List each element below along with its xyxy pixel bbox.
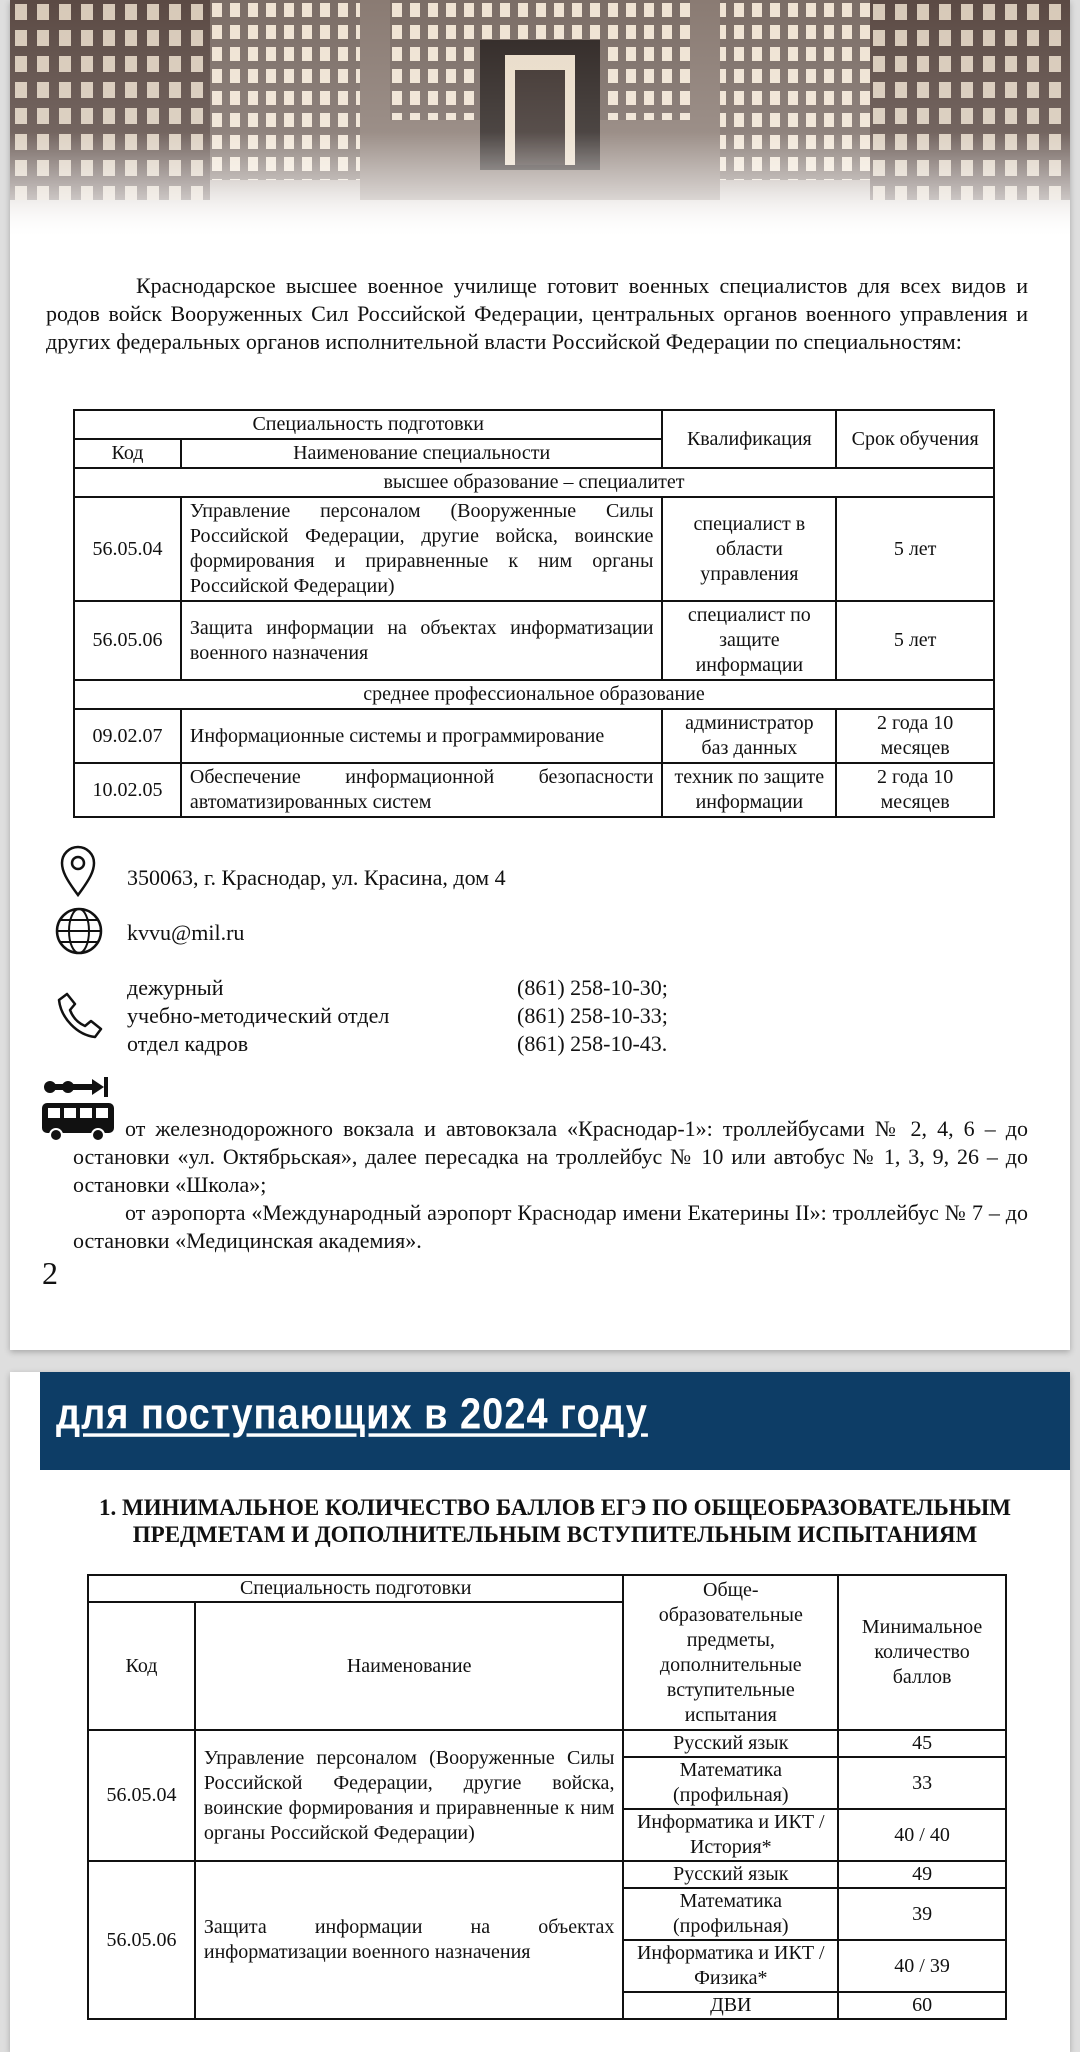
code-cell: 09.02.07: [74, 709, 181, 763]
address-text: 350063, г. Краснодар, ул. Красина, дом 4: [127, 865, 506, 890]
subject-cell: ДВИ: [623, 1992, 838, 2019]
phone-row: [127, 1030, 668, 1058]
score-cell: 49: [838, 1861, 1006, 1888]
section-higher-education: высшее образование – специалитет: [74, 468, 994, 497]
header-subjects: Обще-образовательные предметы, дополнительные вступительные испытания: [623, 1575, 838, 1730]
subject-cell: Математика (профильная): [623, 1888, 838, 1940]
term-cell: 2 года 10 месяцев: [836, 763, 994, 817]
name-cell: Обеспечение информационной безопасности автоматизированных систем: [181, 763, 663, 817]
phone-row: [127, 974, 668, 1002]
name-cell: Защита информации на объектах информатизации военного назначения: [195, 1861, 624, 2019]
phone-label: учебно-методический отдел: [127, 1003, 390, 1028]
qualification-cell: специалист по защите информации: [662, 601, 836, 680]
score-cell: 60: [838, 1992, 1006, 2019]
score-cell: 40 / 40: [838, 1809, 1006, 1861]
globe-icon: [54, 906, 104, 956]
subject-cell: Русский язык: [623, 1861, 838, 1888]
header-code: Код: [88, 1602, 195, 1730]
building-photo-banner: [10, 0, 1070, 240]
banner-title: для поступающих в 2024 году: [56, 1390, 648, 1440]
header-min-score: Минимальное количество баллов: [838, 1575, 1006, 1730]
phone-label: отдел кадров: [127, 1031, 249, 1056]
header-specialty: Специальность подготовки: [74, 410, 662, 439]
route-from-station: от железнодорожного вокзала и автовокзала «Краснодар-1»: троллейбусами № 2, 4, 6 – до остановки «ул. Октябрьская», далее пересадка на троллейбус № 10 или автобус № 1, 3, 9, 26 – до остановки «Школа»;: [73, 1116, 1028, 1197]
phone-icon: [55, 990, 105, 1040]
subject-cell: Математика (профильная): [623, 1757, 838, 1809]
section-heading: 1. МИНИМАЛЬНОЕ КОЛИЧЕСТВО БАЛЛОВ ЕГЭ ПО ОБЩЕОБРАЗОВАТЕЛЬНЫМ ПРЕДМЕТАМ И ДОПОЛНИТЕЛЬНЫМ ВСТУПИТЕЛЬНЫМ ИСПЫТАНИЯМ: [99, 1495, 1011, 1547]
phone-label: дежурный: [127, 975, 224, 1000]
header-specialty: Специальность подготовки: [88, 1575, 623, 1602]
subject-cell: Русский язык: [623, 1730, 838, 1757]
header-term: Срок обучения: [836, 410, 994, 468]
phone-number[interactable]: (861) 258-10-43.: [517, 1031, 668, 1056]
code-cell: 56.05.04: [74, 497, 181, 601]
route-from-airport: от аэропорта «Международный аэропорт Краснодар имени Екатерины II»: троллейбус № 7 – до остановки «Медицинская академия».: [73, 1200, 1028, 1253]
code-cell: 56.05.06: [74, 601, 181, 680]
subject-cell: Информатика и ИКТ / История*: [623, 1809, 838, 1861]
name-cell: Информационные системы и программирование: [181, 709, 663, 763]
score-cell: 40 / 39: [838, 1940, 1006, 1992]
header-code: Код: [74, 439, 181, 468]
name-cell: Управление персоналом (Вооруженные Силы Российской Федерации, другие войска, воинские формирования и приравненные к ним органы Российской Федерации): [195, 1730, 624, 1861]
table-row: [88, 1730, 1006, 1757]
term-cell: 5 лет: [836, 601, 994, 680]
term-cell: 5 лет: [836, 497, 994, 601]
header-name: Наименование: [195, 1602, 624, 1730]
code-cell: 56.05.04: [88, 1730, 195, 1861]
intro-paragraph: Краснодарское высшее военное училище готовит военных специалистов для всех видов и родов войск Вооруженных Сил Российской Федерации, центральных органов военного управления и других федеральных органов исполнительной власти Российской Федерации по специальностям:: [46, 273, 1028, 354]
specialties-table: [73, 409, 995, 818]
header-qualification: Квалификация: [662, 410, 836, 468]
subject-cell: Информатика и ИКТ / Физика*: [623, 1940, 838, 1992]
email-text[interactable]: kvvu@mil.ru: [127, 920, 245, 945]
route-description: [73, 1115, 1028, 1255]
page-number: 2: [42, 1255, 58, 1291]
qualification-cell: администратор баз данных: [662, 709, 836, 763]
table-row: [74, 497, 994, 601]
qualification-cell: специалист в области управления: [662, 497, 836, 601]
code-cell: 10.02.05: [74, 763, 181, 817]
score-cell: 39: [838, 1888, 1006, 1940]
code-cell: 56.05.06: [88, 1861, 195, 2019]
phone-number[interactable]: (861) 258-10-30;: [517, 975, 668, 1000]
table-row: [74, 601, 994, 680]
table-row: [74, 763, 994, 817]
min-scores-table: [87, 1574, 1007, 2020]
section-banner: [40, 1372, 1070, 1470]
section-secondary-education: среднее профессиональное образование: [74, 680, 994, 709]
table-row: [88, 1861, 1006, 1888]
score-cell: 33: [838, 1757, 1006, 1809]
term-cell: 2 года 10 месяцев: [836, 709, 994, 763]
location-pin-icon: [56, 845, 100, 897]
name-cell: Защита информации на объектах информатизации военного назначения: [181, 601, 663, 680]
phone-number[interactable]: (861) 258-10-33;: [517, 1003, 668, 1028]
phone-row: [127, 1002, 668, 1030]
document-page-2: [10, 1372, 1070, 2052]
document-page-1: [10, 0, 1070, 1350]
name-cell: Управление персоналом (Вооруженные Силы Российской Федерации, другие войска, воинские формирования и приравненные к ним органы Российской Федерации): [181, 497, 663, 601]
phone-list: [127, 974, 668, 1058]
table-row: [74, 709, 994, 763]
header-name: Наименование специальности: [181, 439, 663, 468]
qualification-cell: техник по защите информации: [662, 763, 836, 817]
score-cell: 45: [838, 1730, 1006, 1757]
